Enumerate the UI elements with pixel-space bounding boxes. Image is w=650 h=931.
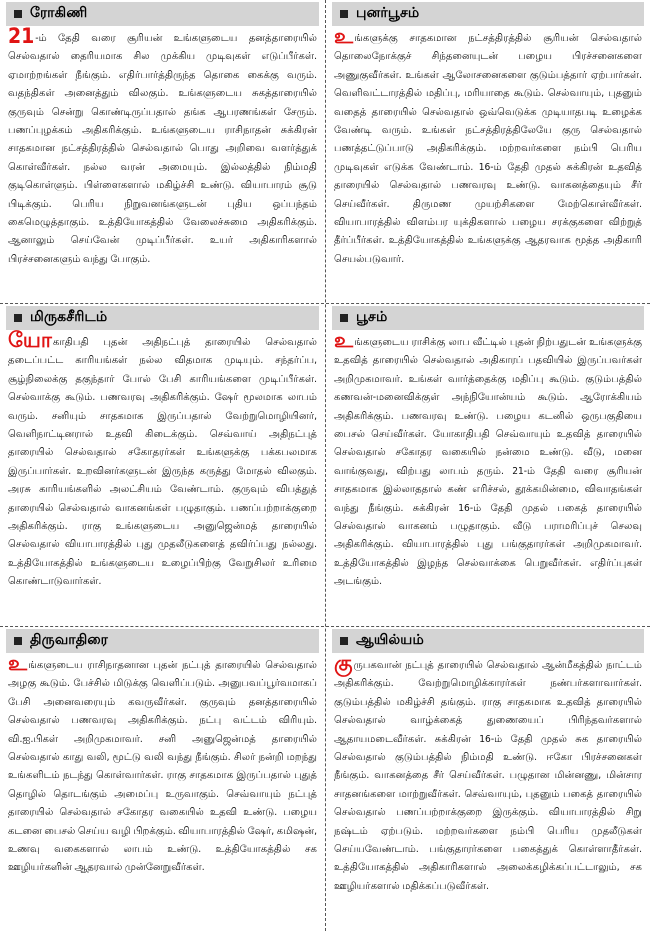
paragraph: ங்களுடைய ராசிக்கு லாப வீட்டில் புதன் நிற்பதுடன் உங்களுக்கு உதவித் தாரையில் செல்வதால் அதிகாரப் பதவியில் இருப்பவர்கள் அறிமுகமாவர். உங்கள் வார்த்தைக்கு மதிப்பு கூடும். குடும்பத்தில் கணவன்-மனைவிக்குள் அந்நியோன்யம் கூடும். ஆரோக்கியம் அதிகரிக்கும். பணவரவு உண்டு. பழைய கடனில் ஒருபகுதியை பைசல் செய்வீர்கள். யோகாதிபதி செவ்வாயும் உதவித் தாரையில் செல்வதால் சகோதர வகையில் நன்மை உண்டு. வீடு, மனை வாங்குவது, விற்பது லாபம் தரும். 21-ம் தேதி வரை சூரியன் சாதகமாக இல்லாததால் கண் எரிச்சல், தூக்கமின்மை, விவாதங்கள் வந்து நீங்கும். சுக்கிரன் 16-ம் தேதி முதல் பகைத் தாரையில் செல்வதால் வாகனம் பழுதாகும். வீடு பராமரிப்புச் செலவு அதிகரிக்கும். வியாபாரத்தில் புது பங்குதாரர்கள் அறிமுகமாவர். உத்தியோகத்தில் இழந்த செல்வாக்கை பெறுவீர்கள். எதிர்ப்புகள் அடங்கும். [334, 337, 642, 588]
paragraph: ங்களுக்கு சாதகமான நட்சத்திரத்தில் சூரியன் செல்வதால் தொலைநோக்குச் சிந்தனையுடன் பழைய பிரச்சனைகளை அணுகுவீர்கள். உங்கள் ஆலோசனைகளை குடும்பத்தார் ஏற்பார்கள். வெளிவட்டாரத்தில் மதிப்பு, மரியாதை கூடும். செல்வாயும், புதனும் வதைத் தாரையில் செல்வதால் ஒவ்வெடுக்க முடியாதபடி உழைக்க வேண்டி வரும். உங்கள் நட்சத்திரத்திலேயே குரு செல்வதால் பணத்தட்டுப்பாடு அதிகரிக்கும். மற்றவர்களை நம்பி பெரிய முடிவுகள் எடுக்க வேண்டாம். 16-ம் தேதி முதல் சுக்கிரன் உதவித் தாரையில் செல்வதால் பணவரவு உண்டு. வாகனத்தையும் சீர் செய்வீர்கள். திருமண முயற்சிகளை மேற்கொள்வீர்கள். வியாபாரத்தில் விளம்பர யுக்திகளால் பழைய சரக்குகளை விற்றுத் தீர்ப்பீர்கள். உத்தியோகத்தில் உங்களுக்கு ஆதரவாக மூத்த அதிகாரி செயல்படுவார். [334, 33, 642, 265]
paragraph: -ம் தேதி வரை சூரியன் உங்களுடைய தனத்தாரையில் செல்வதால் தைரியமாக சில முக்கிய முடிவுகள் எடுப்பீர்கள். ஏமாற்றங்கள் நீங்கும். எதிர்பார்த்திருந்த தொகை கைக்கு வரும். வதந்திகள் அனைத்தும் விலகும். உங்களுடைய சுகத்தாரையில் குருவும் சென்று கொண்டிருப்பதால் தங்க ஆபரணங்கள் சேரும். பணப்புழக்கம் அதிகரிக்கும். உங்களுடைய ராசிநாதன் சுக்கிரன் சாதகமான நட்சத்திரத்தில் செல்வதால் பொது அறிவை வளர்த்துக் கொள்வீர்கள். நல்ல வரன் அமையும். இல்லத்தில் நிம்மதி குடிகொள்ளும். பிள்ளைகளால் மகிழ்ச்சி உண்டு. வியாபாரம் சூடு பிடிக்கும். பெரிய நிறுவனங்களுடன் புதிய ஒப்பந்தம் கைமெழுத்தாகும். உத்தியோகத்தில் வேலைச்சுமை அதிகரிக்கும். ஆனாலும் செய்வேன் முடிப்பீர்கள். உயர் அதிகாரிகளால் பிரச்சனைகளும் வந்து போகும். [8, 33, 317, 265]
section-mirugaseeridam [0, 304, 325, 626]
section-header [6, 2, 319, 26]
section-header [332, 306, 644, 330]
drop-cap: உ [334, 24, 354, 48]
section-header [332, 2, 644, 26]
square-bullet-icon [14, 10, 22, 18]
section-rohini [0, 0, 325, 303]
section-header [6, 629, 319, 653]
section-ayilyam [326, 627, 650, 931]
section-title: ஆயில்யம் [356, 632, 424, 648]
square-bullet-icon [340, 10, 348, 18]
drop-cap: யோ [8, 328, 52, 352]
section-title: புனர்பூசம் [356, 5, 420, 21]
section-header [6, 306, 319, 330]
drop-cap: உ [8, 651, 28, 675]
section-text [332, 328, 644, 592]
square-bullet-icon [340, 314, 348, 322]
section-poosam [326, 304, 650, 626]
square-bullet-icon [340, 637, 348, 645]
drop-cap: கு [334, 651, 353, 675]
section-title: மிருகசீரிடம் [30, 309, 108, 325]
section-text [332, 24, 644, 269]
section-title: பூசம் [356, 309, 388, 325]
section-text [6, 651, 319, 878]
section-text [332, 651, 644, 896]
section-thiruvathirai [0, 627, 325, 931]
section-text [6, 328, 319, 592]
paragraph: காதிபதி புதன் அதிநட்புத் தாரையில் செல்வதால் தடைப்பட்ட காரியங்கள் நல்ல விதமாக முடியும். சந்தர்ப்ப, சூழ்நிலைக்கு தகுந்தார் போல் பேசி காரியங்களை முடிப்பீர்கள். செல்வாக்கு கூடும். பணவரவு அதிகரிக்கும். ஷேர் மூலமாக லாபம் வரும். சனியும் சாதகமாக இருப்பதால் வேற்றுமொழியினர், வெளிநாட்டினரால் உதவி கிடைக்கும். செவ்வாய் அதிநட்புத் தாரையில் செல்வதால் சகோதரர்கள் உங்களுக்கு பக்கபலமாக இருப்பார்கள். உறவினர்களுடன் இருந்த கருத்து மோதல் விலகும். அரசு காரியங்களில் அலட்சியம் வேண்டாம். குருவும் விபத்துத் தாரையில் செல்வதால் வாகனங்கள் பழுதாகும். பணப்பற்றாக்குறை அதிகரிக்கும். ராகு உங்களுடைய அனுஜென்மத் தாரையில் செல்வதால் வியாபாரத்தில் புது முதலீடுகளைத் தவிர்ப்பது நல்லது. உத்தியோகத்தில் உங்களுடைய உழைப்பிற்கு வேறுசிலர் உரிமை கொண்டாடுவார்கள். [8, 337, 317, 588]
drop-cap: உ [334, 328, 354, 352]
section-text [6, 24, 319, 269]
section-title: திருவாதிரை [30, 632, 109, 648]
section-title: ரோகிணி [30, 5, 88, 21]
drop-cap: 21 [8, 24, 35, 48]
section-header [332, 629, 644, 653]
paragraph: ருபகவான் நட்புத் தாரையில் செல்வதால் ஆன்மீகத்தில் நாட்டம் அதிகரிக்கும். வேற்றுமொழிக்காரர்கள் நண்பர்களாவார்கள். குடும்பத்தில் மகிழ்ச்சி தங்கும். ராகு சாதகமாக உதவித் தாரையில் செல்வதால் வாழ்க்கைத் துணையைப் பிரிந்தவர்களால் ஆதாயமடைவீர்கள். சுக்கிரன் 16-ம் தேதி முதல் சுக தாரையில் செல்வதால் குடும்பத்தில் நிம்மதி உண்டு. ஈகோ பிரச்சனைகள் நீங்கும். வாகனத்தை சீர் செய்வீர்கள். பழுதான மின்னணு, மின்சார சாதனங்களை மாற்றுவீர்கள். செவ்வாயும், புதனும் பகைத் தாரையில் செல்வதால் பணப்பற்றாக்குறை இருக்கும். வியாபாரத்தில் சிறு நஷ்டம் ஏற்படும். மற்றவர்களை நம்பி பெரிய முதலீடுகள் செய்யவேண்டாம். பங்குதாரர்களை பகைத்துக் கொள்ளாதீர்கள். உத்தியோகத்தில் அதிகாரிகளால் அலைக்கழிக்கப்பட்டாலும், சக ஊழியர்களால் மதிக்கப்படுவீர்கள். [334, 660, 642, 892]
square-bullet-icon [14, 637, 22, 645]
paragraph: ங்களுடைய ராசிநாதனான புதன் நட்புத் தாரையில் செல்வதால் அழகு கூடும். பேச்சில் மிடுக்கு வெளிப்படும். அனுபவப்பூர்வமாகப் பேசி அனைவரையும் கவருவீர்கள். குருவும் தனத்தாரையில் செல்வதால் பணவரவு அதிகரிக்கும். நட்பு வட்டம் விரியும். வி.ஐ.பிகள் அறிமுகமாவர். சனி அனுஜென்மத் தாரையில் செல்வதால் காது வலி, மூட்டு வலி வந்து நீங்கும். சிலர் நன்றி மறந்து உங்களிடம் நடந்து கொள்வார்கள். ராகு சாதகமாக இருப்பதால் புதுத் தொழில் தொடங்கும் அமைப்பு உருவாகும். செவ்வாயும் நட்புத் தாரையில் செல்வதால் சகோதர வகையில் உதவி உண்டு. பழைய கடனை பைசல் செய்ய வழி பிறக்கும். வியாபாரத்தில் ஷேர், கமிஷன், உணவு வகைகளால் லாபம் உண்டு. உத்தியோகத்தில் சக ஊழியர்களின் ஆதரவால் முன்னேறுவீர்கள். [8, 660, 317, 874]
square-bullet-icon [14, 314, 22, 322]
section-punarpoosam [326, 0, 650, 303]
